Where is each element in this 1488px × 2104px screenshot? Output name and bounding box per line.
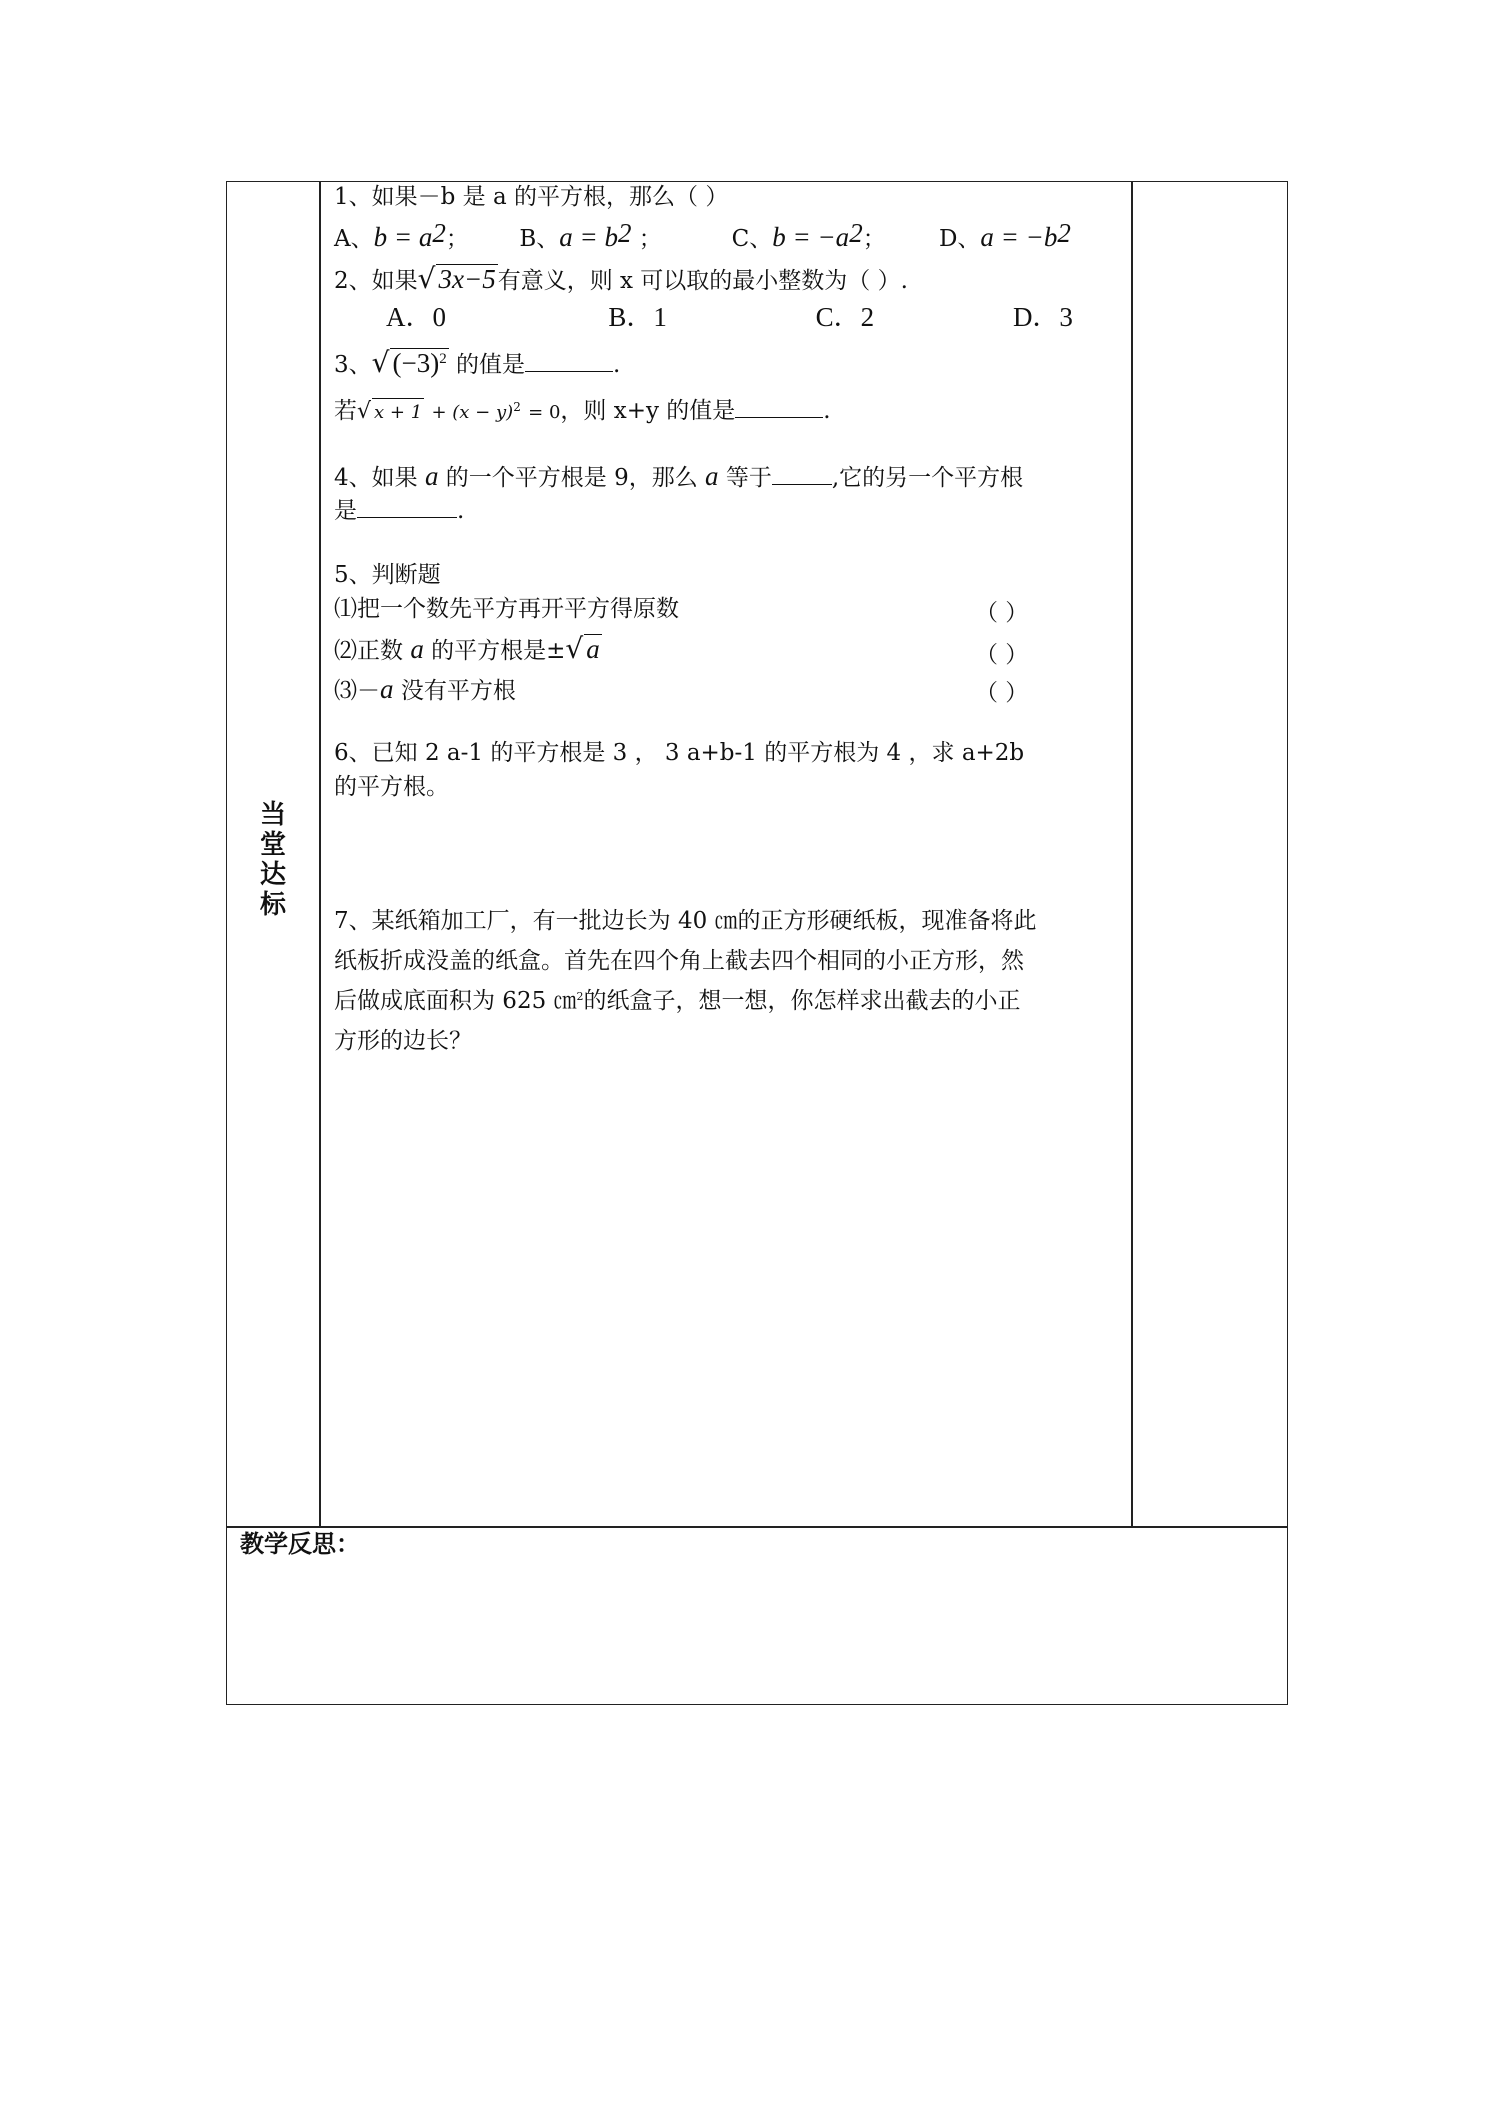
row-divider <box>226 1526 1288 1528</box>
option-c: C．2 <box>815 302 875 332</box>
reflection-area[interactable] <box>240 1560 1270 1690</box>
section-label-char: 达 <box>259 860 286 890</box>
judgement-answer-1[interactable]: （ ） <box>975 600 1029 626</box>
radical: a <box>586 634 600 664</box>
section-label-char: 标 <box>259 890 286 920</box>
question-3b: 若√ $x + 1 + (x - y)^2 = 0$，则 x+y 的值是 . <box>334 396 831 428</box>
option-b: B．1 <box>608 302 667 332</box>
question-6-line-2: 的平方根。 <box>334 774 449 800</box>
column-divider-left <box>319 181 321 1527</box>
answer-blank[interactable] <box>735 397 823 418</box>
question-7-line-4: 方形的边长？ <box>334 1028 472 1054</box>
radical: $(-3)^2$ <box>392 348 447 378</box>
question-4-line-2: 是 . <box>334 498 465 524</box>
option-a: A．0 <box>386 302 446 332</box>
question-7-line-3: 后做成底面积为 625 ㎝$^2$的纸盒子，想一想，你怎样求出截去的小正 <box>334 988 1021 1014</box>
option-d: D、$a = -b^2$ <box>938 218 1071 252</box>
judgement-item-1: ⑴把一个数先平方再开平方得原数 <box>334 596 679 622</box>
option-a: A、$b = a^2$； <box>334 218 469 252</box>
radical: x + 1 <box>372 398 424 427</box>
option-c: C、$b = -a^2$； <box>731 218 886 252</box>
judgement-item-3: ⑶－a 没有平方根 <box>334 674 516 704</box>
answer-blank[interactable] <box>525 351 613 372</box>
section-label-char: 当 <box>259 800 286 830</box>
section-label-char: 堂 <box>259 830 286 860</box>
judgement-item-2: ⑵正数 a 的平方根是±√ a <box>334 632 600 665</box>
question-1-stem: 1、如果－b 是 a 的平方根，那么（ ） <box>334 184 729 210</box>
radical: 3x−5 <box>438 264 496 294</box>
option-b: B、$a = b^2$ ； <box>519 218 662 252</box>
question-6-line-1: 6、已知 2 a-1 的平方根是 3 ， 3 a+b-1 的平方根为 4 ，求 a+2b <box>334 740 1025 766</box>
question-7-line-2: 纸板折成没盖的纸盒。首先在四个角上截去四个相同的小正方形，然 <box>334 948 1024 974</box>
judgement-answer-2[interactable]: （ ） <box>975 642 1029 668</box>
question-2-options <box>386 302 1073 334</box>
judgement-answer-3[interactable]: （ ） <box>975 680 1029 706</box>
question-1-options <box>334 218 1071 254</box>
option-d: D．3 <box>1012 302 1073 332</box>
question-7-line-1: 7、某纸箱加工厂，有一批边长为 40 ㎝的正方形硬纸板，现准备将此 <box>334 908 1037 934</box>
answer-blank[interactable] <box>357 497 457 518</box>
question-5-title: 5、判断题 <box>334 562 441 588</box>
question-4-line-1: 4、如果 a 的一个平方根是 9，那么 a 等于 ,它的另一个平方根 <box>334 461 1024 491</box>
reflection-label: 教学反思： <box>240 1530 360 1558</box>
section-label <box>258 800 288 920</box>
question-2-stem: 2、如果√ 3x−5有意义，则 x 可以取的最小整数为（ ）. <box>334 262 908 295</box>
answer-blank[interactable] <box>772 464 832 485</box>
column-divider-right <box>1131 181 1133 1527</box>
question-3: 3、√ $(-3)^2$ 的值是 . <box>334 346 621 379</box>
